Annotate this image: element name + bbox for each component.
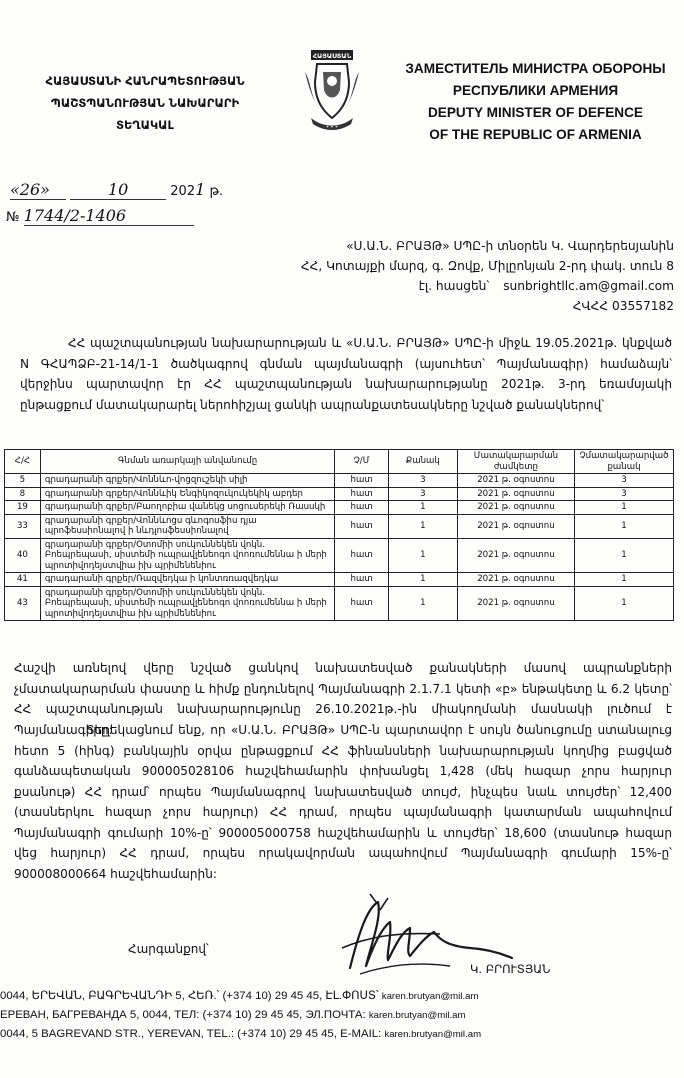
table-row (5, 573, 674, 587)
closing-label: Հարգանքով՝ (128, 942, 209, 956)
addressee-block (258, 236, 674, 316)
cell-undelivered: 1 (575, 514, 674, 538)
footer-line-russian (0, 1006, 684, 1025)
cell-period: 2021 թ. օգոստոս (457, 514, 574, 538)
footer-email: karen.brutyan@mil.am (381, 991, 479, 1002)
cell-quantity: 1 (388, 586, 457, 621)
table-row (5, 487, 674, 501)
cell-item-name: գրադարանի գրքեր/Ռազվեդկա ի կոնտռռազվեդկա (40, 573, 335, 587)
paragraph-intro: ՀՀ պաշտպանության նախարարության և «Ս.Ա.Ն. ԲՐԱՅԹ» ՍՊԸ-ի միջև 19.05.2021թ. կնքված N ԳՀԱՊՁԲ-21-14/1-1 ծածկագրով գնման պայմանագրի (այսուհետ՝ Պայմանագիր) համաձայն՝ վերջինս պարտավոր էր ՀՀ պաշտպանության նախարարությանը 2021թ. 3-րդ եռամսյակի ընթացքում մատակարարել ներոհիշյալ ցանկի ապրանքատեսակները նշված քանակներով՝ (20, 336, 672, 412)
cell-item-name: գրադարանի գրքեր/Վոննևոցս գևոգոսֆիս դյա պրոֆեսսիոնալով ի նևդլոսֆեսսիոնալով (40, 514, 335, 538)
svg-text:✶ ✶ ✶: ✶ ✶ ✶ (325, 124, 339, 129)
letterhead-line: ՏԵՂԱԿԱԼ (116, 118, 174, 132)
footer-address: 0044, 5 BAGREVAND STR., YEREVAN, TEL.: (+374 10) 29 45 45, E-MAIL: (0, 1028, 382, 1040)
coat-of-arms-emblem (297, 48, 367, 138)
cell-undelivered: 1 (575, 573, 674, 587)
cell-unit: հատ (335, 514, 388, 538)
cell-number: 43 (5, 586, 41, 621)
document-number (6, 206, 226, 226)
cell-unit: հատ (335, 586, 388, 621)
cell-quantity: 3 (388, 487, 457, 501)
addressee-name: «Ս.Ա.Ն. ԲՐԱՅԹ» ՍՊԸ-ի տնօրեն Կ. Վարդերեսյանին (346, 239, 674, 253)
number-prefix: № (6, 210, 20, 225)
cell-number: 19 (5, 501, 41, 515)
letterhead-russian-english (393, 58, 678, 146)
addressee-email: sunbrightllc.am@gmail.com (503, 279, 674, 293)
cell-unit: հատ (335, 474, 388, 488)
cell-quantity: 1 (388, 514, 457, 538)
undelivered-items-table (4, 449, 674, 621)
cell-period: 2021 թ. օգոստոս (457, 586, 574, 621)
cell-undelivered: 3 (575, 487, 674, 501)
cell-item-name: գրադարանի գրքեր/Վոննևո-վոցզուշեկի սիլի (40, 474, 335, 488)
cell-item-name: գրադարանի գրքեր/Օտոմիի սուկուննեկեն վոկն. Բոեպրեպասի, սիստեմի ուպրավլենեոգո վոոռումեննա ի մերի պրոտիվոդեյստվիա իխ պրիմենենիու (40, 586, 335, 621)
cell-number: 33 (5, 514, 41, 538)
cell-quantity: 1 (388, 538, 457, 573)
cell-period: 2021 թ. օգոստոս (457, 487, 574, 501)
cell-unit: հատ (335, 501, 388, 515)
letterhead-line: РЕСПУБЛИКИ АРМЕНИЯ (452, 83, 619, 98)
footer-line-armenian (0, 987, 684, 1006)
date-month: 10 (70, 180, 166, 200)
cell-item-name: գրադարանի գրքեր/Օտոմիի սուկուննեկեն վոկն. Բոեպրեպասի, սիստեմի ուպրավլենեոգո վոոռումեննա ի մերի պրոտիվոդեյստվիա իխ պրիմենենիու (40, 538, 335, 573)
document-date (10, 180, 250, 200)
cell-unit: հատ (335, 573, 388, 587)
cell-number: 41 (5, 573, 41, 587)
signatory-name: Կ. ԲՐՈՒՏՅԱՆ (470, 962, 551, 976)
cell-undelivered: 3 (575, 474, 674, 488)
emblem-text: ՀԱՅԱՍՏԱՆ (312, 52, 352, 60)
cell-quantity: 1 (388, 501, 457, 515)
table-row (5, 586, 674, 621)
cell-undelivered: 1 (575, 501, 674, 515)
letterhead-line: OF THE REPUBLIC OF ARMENIA (429, 127, 642, 142)
addressee-email-row (258, 276, 674, 296)
header-unit: Չ/Մ (335, 450, 388, 474)
letterhead-footer (0, 987, 684, 1044)
table-header-row (5, 450, 674, 474)
table-row (5, 501, 674, 515)
letterhead-line: DEPUTY MINISTER OF DEFENCE (427, 105, 643, 120)
cell-period: 2021 թ. օգոստոս (457, 474, 574, 488)
cell-quantity: 3 (388, 474, 457, 488)
cell-undelivered: 1 (575, 538, 674, 573)
date-suffix: թ. (209, 184, 224, 199)
cell-period: 2021 թ. օգոստոս (457, 538, 574, 573)
cell-number: 40 (5, 538, 41, 573)
number-value: 1744/2-1406 (24, 206, 194, 226)
table-row (5, 514, 674, 538)
cell-period: 2021 թ. օգոստոս (457, 573, 574, 587)
addressee-tax-id: ՀՎՀՀ 03557182 (572, 299, 674, 313)
cell-unit: հատ (335, 487, 388, 501)
paragraph-payment-notice: Տեղեկացնում ենք, որ «Ս.Ա.Ն. ԲՐԱՅԹ» ՍՊԸ-ն պարտավոր է սույն ծանուցումը ստանալուց հետո 5 (հինգ) բանկային օրվա ընթացքում ՀՀ ֆինանսների նախարարության կողմից բացված գանձապետական 900005028106 հաշվեհամարին փոխանցել 1,428 (մեկ հազար չորս հարյուր քսանութ) ՀՀ դրամ՝ որպես Պայմանագրով նախատեսված տույժ, ինչպես նաև տույժեր՝ 12,400 (տասներկու հազար չորս հարյուր) ՀՀ դրամ, որպես պայմանագրի կատարման ապահովում Պայմանագրի գումարի 10%-ը՝ 900005000758 հաշվեհամարին և տույժեր՝ 18,600 (տասնութ հազար վեց հարյուր) ՀՀ դրամ, որպես որակավորման ապահովում Պայմանագրի գումարի 15%-ը՝ 900008000664 հաշվեհամարին: (14, 723, 672, 881)
paragraph-termination: Հաշվի առնելով վերը նշված ցանկով նախատեսված քանակների մասով ապրանքների չմատակարարման փաստը և հիմք ընդունելով Պայմանագրի 2.1.7.1 կետի «բ» ենթակետը և 6.2 կետը՝ ՀՀ պաշտպանության նախարարությունը 26.10.2021թ.-ին միակողմանի մասնակի լուծում է Պայմանագիրը: (14, 661, 672, 737)
cell-item-name: գրադարանի գրքեր/Բաողոբիա վանեկց սոցուսերեկի Ռասսկի (40, 501, 335, 515)
cell-number: 5 (5, 474, 41, 488)
cell-undelivered: 1 (575, 586, 674, 621)
header-item-name: Գնման առարկայի անվանումը (40, 450, 335, 474)
date-day: «26» (10, 180, 66, 200)
cell-quantity: 1 (388, 573, 457, 587)
table-row (5, 538, 674, 573)
cell-period: 2021 թ. օգոստոս (457, 501, 574, 515)
addressee-address: ՀՀ, Կոտայքի մարզ, գ. Զովք, Միլըոնյան 2-րդ փակ. տուն 8 (300, 259, 674, 273)
footer-address: 0044, ԵՐԵՎԱՆ, ԲԱԳՐԵՎԱՆԴԻ 5, ՀԵՌ.՝ (+374 10) 29 45 45, ԷԼ.ՓՈՍՏ՝ (0, 990, 379, 1002)
header-delivery-period: Մատակարարման ժամկետը (457, 450, 574, 474)
cell-item-name: գրադարանի գրքեր/Վոննևիկ Ենգիկոզուկուկեկիկ աբդեր (40, 487, 335, 501)
footer-address: ЕРЕВАН, БАГРЕВАНДА 5, 0044, ТЕЛ: (+374 10) 29 45 45, ЭЛ.ПОЧТА: (0, 1009, 366, 1021)
date-year-prefix: 202 (170, 184, 196, 199)
letterhead-armenian (20, 70, 270, 136)
email-label: էլ. հասցեն՝ (418, 279, 490, 293)
letterhead-line: ЗАМЕСТИТЕЛЬ МИНИСТРА ОБОРОНЫ (405, 61, 666, 76)
footer-email: karen.brutyan@mil.am (368, 1010, 466, 1021)
footer-line-english (0, 1025, 684, 1044)
date-year-hand: 1 (195, 180, 206, 199)
cell-unit: հատ (335, 538, 388, 573)
table-row (5, 474, 674, 488)
header-number: Հ/Հ (5, 450, 41, 474)
footer-email: karen.brutyan@mil.am (384, 1029, 482, 1040)
header-quantity: Քանակ (388, 450, 457, 474)
header-undelivered: Չմատակարարված քանակ (575, 450, 674, 474)
letterhead-line: ՀԱՅԱՍՏԱՆԻ ՀԱՆՐԱՊԵՏՈՒԹՅԱՆ (45, 74, 245, 88)
cell-number: 8 (5, 487, 41, 501)
letterhead-line: ՊԱՇՏՊԱՆՈՒԹՅԱՆ ՆԱԽԱՐԱՐԻ (50, 96, 240, 110)
